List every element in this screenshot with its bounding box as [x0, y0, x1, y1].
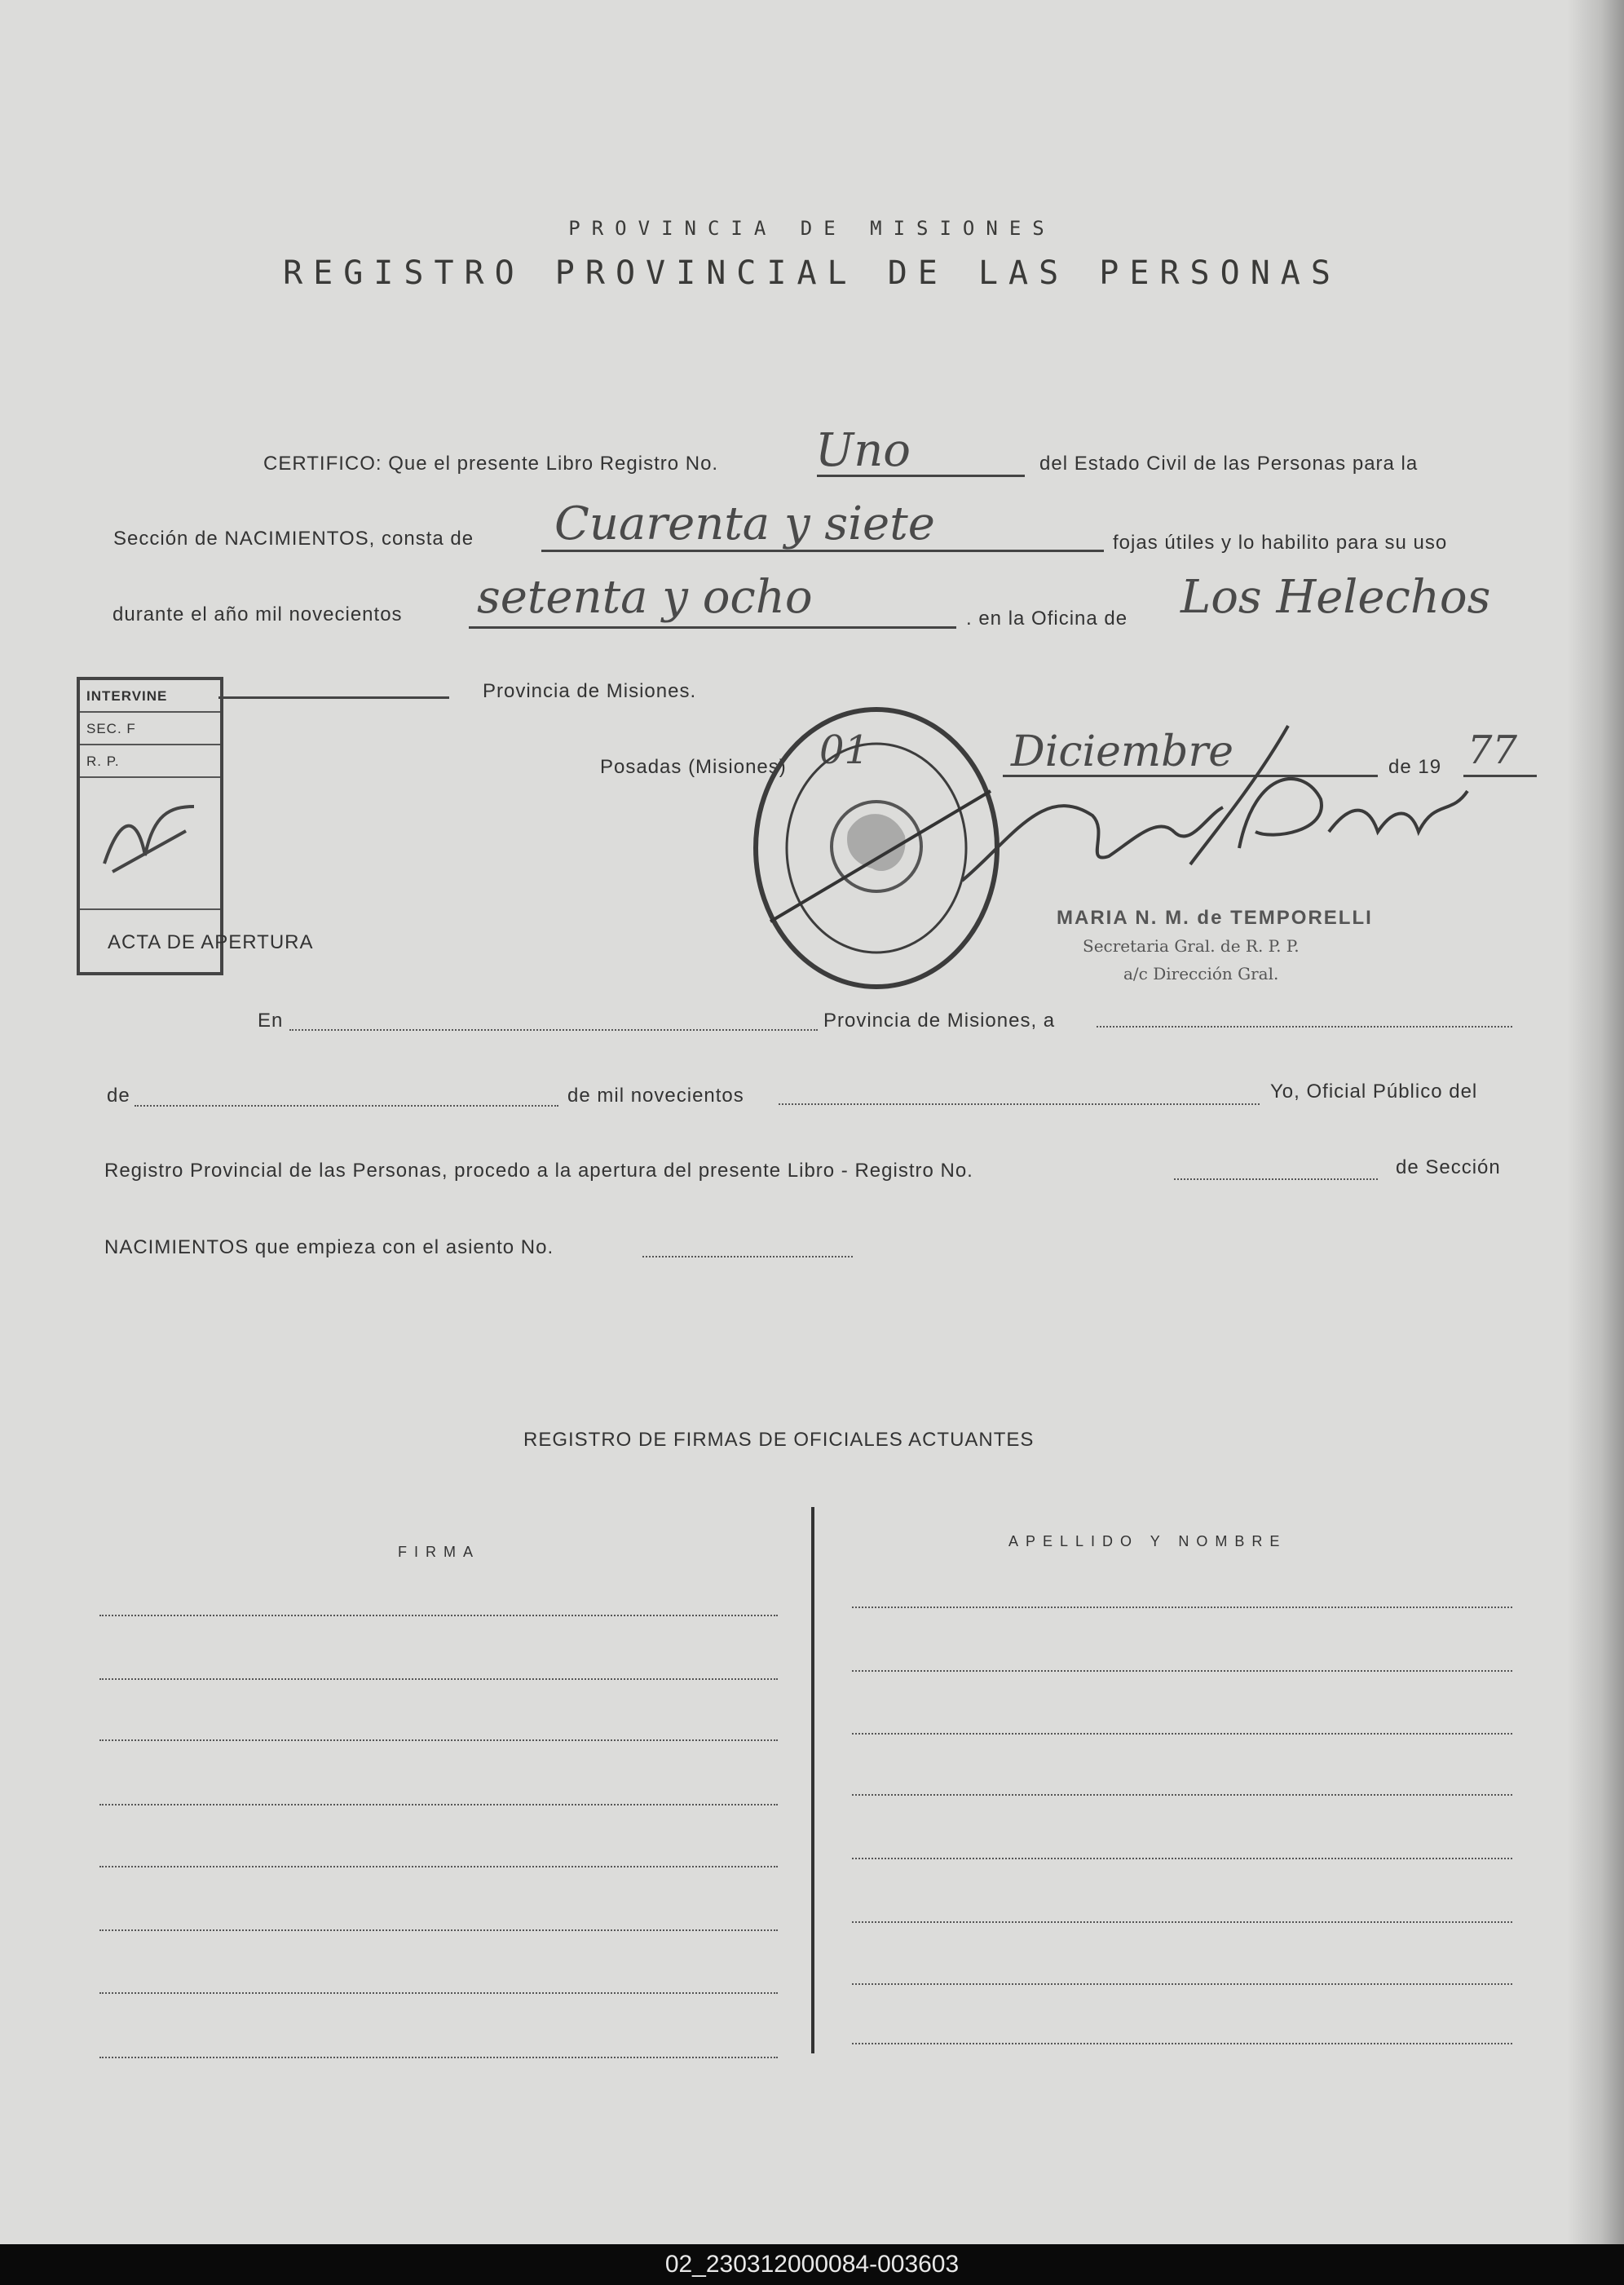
- opening-entry-number-blank: [642, 1256, 853, 1257]
- name-row-line: [852, 1921, 1512, 1923]
- book-number-handwritten: Uno: [815, 424, 911, 477]
- name-row-line: [852, 1607, 1512, 1608]
- opening-line-1-mid: Provincia de Misiones, a: [823, 1010, 1056, 1032]
- signature-row-line: [99, 1804, 778, 1805]
- name-column-header: APELLIDO Y NOMBRE: [1008, 1533, 1287, 1549]
- book-number-underline: [817, 475, 1025, 477]
- name-row-line: [852, 1670, 1512, 1672]
- name-row-line: [852, 2043, 1512, 2044]
- name-row-line: [852, 1983, 1512, 1985]
- cert-line-1-label: CERTIFICO: Que el presente Libro Registro No.: [263, 453, 719, 475]
- opening-line-2-mid: de mil novecientos: [567, 1085, 744, 1107]
- intervine-row-divider: [80, 908, 220, 910]
- date-year-handwritten: 77: [1467, 727, 1518, 773]
- province-heading: PROVINCIA DE MISIONES: [568, 217, 1056, 240]
- signature-row-line: [99, 1615, 778, 1616]
- signature-row-line: [99, 1929, 778, 1931]
- official-dept-stamp: a/c Dirección Gral.: [1123, 964, 1279, 983]
- date-month-handwritten: Diciembre: [1011, 727, 1234, 776]
- cert-line-3-mid: . en la Oficina de: [966, 608, 1128, 630]
- office-name-handwritten: Los Helechos: [1180, 571, 1491, 624]
- folio-count-handwritten: Cuarenta y siete: [554, 497, 935, 550]
- signature-row-line: [99, 1739, 778, 1741]
- province-line-underline: [218, 696, 449, 699]
- cert-line-4: Provincia de Misiones.: [483, 680, 697, 702]
- official-signature: [946, 718, 1516, 905]
- registry-heading: REGISTRO PROVINCIAL DE LAS PERSONAS: [283, 254, 1341, 292]
- opening-line-3-label: Registro Provincial de las Personas, procedo a la apertura del presente Libro - Registro No.: [104, 1160, 973, 1182]
- signature-row-line: [99, 1866, 778, 1867]
- year-words-underline: [469, 626, 956, 629]
- official-name-stamp: MARIA N. M. de TEMPORELLI: [1057, 907, 1373, 929]
- opening-place-blank: [289, 1029, 818, 1031]
- signatures-column-divider: [811, 1507, 814, 2053]
- name-row-line: [852, 1794, 1512, 1796]
- intervine-row-divider: [80, 744, 220, 745]
- opening-month-blank: [135, 1105, 558, 1107]
- page-edge-shadow: [1567, 0, 1624, 2244]
- folio-count-underline: [541, 550, 1104, 552]
- cert-line-2-tail: fojas útiles y lo habilito para su uso: [1113, 532, 1448, 554]
- signatures-title: REGISTRO DE FIRMAS DE OFICIALES ACTUANTES: [523, 1429, 1035, 1451]
- signature-column-header: FIRMA: [398, 1544, 480, 1560]
- signature-row-line: [99, 1678, 778, 1680]
- cert-line-1-tail: del Estado Civil de las Personas para la: [1039, 453, 1419, 475]
- intervine-initials-scribble: [88, 782, 210, 904]
- intervine-row-divider: [80, 776, 220, 778]
- opening-title: ACTA DE APERTURA: [108, 931, 314, 953]
- intervine-row-divider: [80, 711, 220, 713]
- cert-line-2-label: Sección de NACIMIENTOS, consta de: [113, 528, 474, 550]
- cert-line-3-label: durante el año mil novecientos: [113, 603, 403, 625]
- official-role-stamp: Secretaria Gral. de R. P. P.: [1083, 936, 1300, 956]
- signature-row-line: [99, 1992, 778, 1994]
- signature-row-line: [99, 2057, 778, 2058]
- opening-line-2-label: de: [107, 1085, 130, 1107]
- scan-footer-code: 02_230312000084-003603: [0, 2244, 1624, 2285]
- opening-book-number-blank: [1174, 1178, 1378, 1180]
- opening-year-blank: [779, 1103, 1260, 1105]
- intervine-label: INTERVINE: [86, 688, 168, 704]
- intervine-section: SEC. F: [86, 721, 136, 736]
- date-place-label: Posadas (Misiones): [600, 756, 787, 778]
- name-row-line: [852, 1858, 1512, 1859]
- date-year-prefix: de 19: [1388, 756, 1442, 778]
- opening-line-1-label: En: [258, 1010, 284, 1032]
- opening-day-blank: [1097, 1026, 1512, 1028]
- opening-line-4: NACIMIENTOS que empieza con el asiento No.: [104, 1236, 554, 1258]
- opening-line-3-tail: de Sección: [1396, 1156, 1501, 1178]
- opening-line-2-tail: Yo, Oficial Público del: [1270, 1081, 1478, 1103]
- name-row-line: [852, 1733, 1512, 1735]
- intervine-rp: R. P.: [86, 754, 120, 769]
- year-words-handwritten: setenta y ocho: [477, 571, 813, 624]
- date-day-handwritten: 01: [819, 727, 870, 773]
